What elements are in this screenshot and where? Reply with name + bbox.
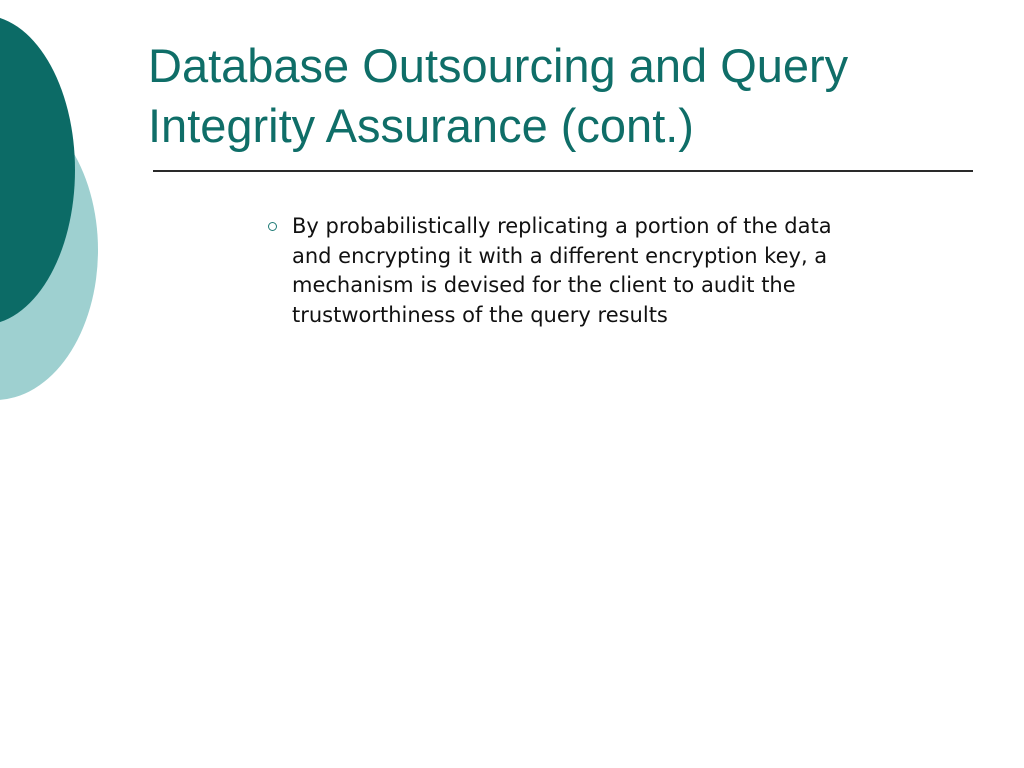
bullet-text [292, 212, 965, 330]
bullet-list [265, 212, 965, 330]
bullet-item [265, 212, 965, 330]
slide-title [148, 36, 988, 156]
bullet-line: and encrypting it with a different encryption key, a [292, 243, 828, 268]
title-divider [153, 170, 973, 172]
bullet-line: trustworthiness of the query results [292, 302, 668, 327]
bullet-line: By probabilistically replicating a portion of the data [292, 214, 832, 238]
decorative-circles [0, 0, 120, 420]
title-line: Integrity Assurance (cont.) [148, 99, 694, 152]
bullet-line: mechanism is devised for the client to audit the [292, 273, 796, 297]
title-line: Database Outsourcing and Query [148, 39, 849, 92]
hollow-circle-bullet-icon [268, 222, 277, 231]
